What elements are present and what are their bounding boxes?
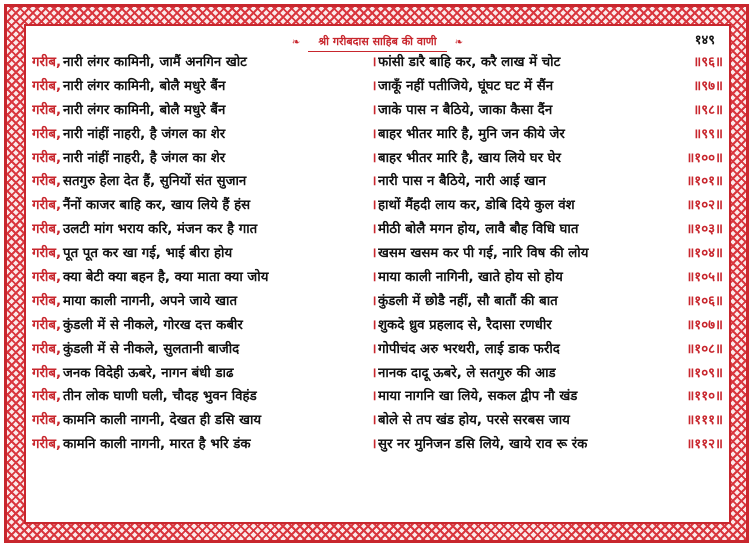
verse-prefix: गरीब, <box>32 413 62 429</box>
verse-separator: । <box>371 102 377 118</box>
verse-number: ॥१०५॥ <box>686 270 723 286</box>
verse-number: ॥१०८॥ <box>686 341 723 357</box>
verse-first-half <box>32 242 370 266</box>
verse-second-half: सुर नर मुनिजन डसि लिये, खाये राव रू रंक <box>378 437 588 453</box>
verse-prefix: गरीब, <box>32 389 62 405</box>
verse-first-text: उलटी मांग भराय करि, मंजन कर है गात <box>63 222 258 238</box>
verse-row <box>32 362 723 386</box>
verse-prefix: गरीब, <box>32 437 62 453</box>
verse-number: ॥१०९॥ <box>686 365 723 381</box>
ornament-left-icon: ❧ <box>291 37 301 48</box>
verse-first-half <box>32 218 370 242</box>
verse-prefix: गरीब, <box>32 317 62 333</box>
verse-separator: । <box>371 174 377 190</box>
verse-second-half: खसम खसम कर पी गई, नारि विष की लोय <box>378 246 589 262</box>
verse-second-half: जाकूँ नहीं पतीजिये, घूंघट घट में सैंन <box>378 78 554 94</box>
verse-first-half <box>32 99 370 123</box>
verse-first-half <box>32 290 370 314</box>
verse-first-text: पूत पूत कर खा गई, भाई बीरा होय <box>63 246 233 262</box>
verse-prefix: गरीब, <box>32 102 62 118</box>
verse-first-text: माया काली नागनी, अपने जाये खात <box>63 293 238 309</box>
verse-first-half <box>32 314 370 338</box>
verse-prefix: गरीब, <box>32 222 62 238</box>
verse-second-half: नारी पास न बैठिये, नारी आई खान <box>378 174 546 190</box>
verse-first-text: कुंडली में से नीकले, सुलतानी बाजीद <box>63 341 240 357</box>
page-title: श्री गरीबदास साहिब की वाणी <box>308 33 446 52</box>
verse-number: ॥१०१॥ <box>686 174 723 190</box>
verse-row <box>32 218 723 242</box>
verse-separator: । <box>371 150 377 166</box>
verse-first-half <box>32 75 370 99</box>
verse-row <box>32 170 723 194</box>
verse-prefix: गरीब, <box>32 293 62 309</box>
verse-prefix: गरीब, <box>32 55 62 70</box>
verse-second-half: कुंडली में छोडै नहीं, सौ बातौं की बात <box>378 293 558 309</box>
verse-first-text: कामनि काली नागनी, मारत है भरि डंक <box>63 437 251 453</box>
verse-first-text: नारी नांहीं नाहरी, है जंगल का शेर <box>63 126 226 142</box>
verse-number: ॥९६॥ <box>693 55 723 70</box>
verse-separator: । <box>371 198 377 214</box>
verse-second-half: माया काली नागिनी, खाते होय सो होय <box>378 270 563 286</box>
verse-row <box>32 314 723 338</box>
verse-first-half <box>32 362 370 386</box>
verse-first-text: कुंडली में से नीकले, गोरख दत्त कबीर <box>63 317 243 333</box>
page-number: १४९ <box>694 33 715 48</box>
verse-first-text: सतगुरु हेला देत हैं, सुनियों संत सुजान <box>63 174 247 190</box>
verse-second-half: हाथों मैंहदी लाय कर, डोबि दिये कुल वंश <box>378 198 575 214</box>
page-header <box>26 30 729 52</box>
verse-number: ॥११२॥ <box>686 437 723 453</box>
verse-prefix: गरीब, <box>32 150 62 166</box>
verse-second-half: जाके पास न बैठिये, जाका कैसा दैंन <box>378 102 553 118</box>
verse-row <box>32 385 723 409</box>
verse-row <box>32 433 723 457</box>
verse-number: ॥१०७॥ <box>686 317 723 333</box>
verse-list <box>32 51 723 457</box>
verse-prefix: गरीब, <box>32 246 62 262</box>
verse-first-text: नैंनों काजर बाहि कर, खाय लिये हैं हंस <box>63 198 251 214</box>
verse-prefix: गरीब, <box>32 365 62 381</box>
verse-row <box>32 338 723 362</box>
verse-first-text: क्या बेटी क्या बहन है, क्या माता क्या जोय <box>63 270 269 286</box>
verse-number: ॥९९॥ <box>693 126 723 142</box>
verse-prefix: गरीब, <box>32 341 62 357</box>
verse-separator: । <box>371 126 377 142</box>
verse-separator: । <box>371 78 377 94</box>
verse-first-half <box>32 385 370 409</box>
verse-first-half <box>32 266 370 290</box>
verse-row <box>32 266 723 290</box>
verse-row <box>32 290 723 314</box>
verse-first-text: तीन लोक घाणी घली, चौदह भुवन विहंड <box>63 389 257 405</box>
verse-first-half <box>32 170 370 194</box>
verse-prefix: गरीब, <box>32 198 62 214</box>
verse-number: ॥१०६॥ <box>686 293 723 309</box>
verse-row <box>32 51 723 75</box>
verse-row <box>32 147 723 171</box>
verse-separator: । <box>371 293 377 309</box>
verse-first-text: नारी लंगर कामिनी, बोलै मधुरे बैंन <box>63 102 226 118</box>
verse-second-half: फांसी डारै बाहि कर, करै लाख में चोट <box>378 55 561 70</box>
verse-first-half <box>32 147 370 171</box>
verse-separator: । <box>371 341 377 357</box>
verse-number: ॥१०३॥ <box>686 222 723 238</box>
verse-row <box>32 242 723 266</box>
verse-separator: । <box>371 389 377 405</box>
verse-separator: । <box>371 222 377 238</box>
verse-first-text: नारी लंगर कामिनी, बोलै मधुरे बैंन <box>63 78 226 94</box>
verse-number: ॥९८॥ <box>693 102 723 118</box>
verse-second-half: नानक दादू ऊबरे, ले सतगुरु की आड <box>378 365 556 381</box>
verse-separator: । <box>371 55 377 70</box>
verse-row <box>32 409 723 433</box>
page-body <box>24 24 731 524</box>
verse-second-half: बाहर भीतर मारि है, खाय लिये घर घेर <box>378 150 561 166</box>
verse-second-half: बाहर भीतर मारि है, मुनि जन कीये जेर <box>378 126 565 142</box>
verse-first-half <box>32 123 370 147</box>
verse-first-text: नारी नांहीं नाहरी, है जंगल का शेर <box>63 150 226 166</box>
verse-second-half: शुकदे ध्रुव प्रहलाद से, रैदासा रणधीर <box>378 317 552 333</box>
verse-number: ॥१०४॥ <box>686 246 723 262</box>
verse-second-half: बोले से तप खंड होय, परसे सरबस जाय <box>378 413 570 429</box>
verse-first-half <box>32 433 370 457</box>
verse-first-text: कामनि काली नागनी, देखत ही डसि खाय <box>63 413 262 429</box>
ornament-right-icon: ❧ <box>454 37 464 48</box>
verse-number: ॥९७॥ <box>693 78 723 94</box>
verse-second-half: माया नागनि खा लिये, सकल द्वीप नौ खंड <box>378 389 578 405</box>
verse-number: ॥११०॥ <box>686 389 723 405</box>
verse-separator: । <box>371 413 377 429</box>
verse-prefix: गरीब, <box>32 174 62 190</box>
verse-row <box>32 99 723 123</box>
verse-first-half <box>32 409 370 433</box>
verse-number: ॥१११॥ <box>686 413 723 429</box>
verse-row <box>32 123 723 147</box>
verse-row <box>32 194 723 218</box>
verse-second-half: मीठी बोलै मगन होय, लावै बौह विधि घात <box>378 222 579 238</box>
verse-first-text: जनक विदेही ऊबरे, नागन बंधी डाढ <box>63 365 234 381</box>
verse-separator: । <box>371 270 377 286</box>
verse-number: ॥१००॥ <box>686 150 723 166</box>
verse-first-text: नारी लंगर कामिनी, जामैं अनगिन खोट <box>63 55 247 70</box>
verse-separator: । <box>371 246 377 262</box>
verse-row <box>32 75 723 99</box>
verse-prefix: गरीब, <box>32 78 62 94</box>
verse-prefix: गरीब, <box>32 270 62 286</box>
verse-prefix: गरीब, <box>32 126 62 142</box>
verse-first-half <box>32 194 370 218</box>
verse-separator: । <box>371 317 377 333</box>
verse-separator: । <box>371 365 377 381</box>
verse-first-half <box>32 51 370 75</box>
verse-separator: । <box>371 437 377 453</box>
verse-second-half: गोपीचंद अरु भरथरी, लाई डाक फरीद <box>378 341 560 357</box>
verse-number: ॥१०२॥ <box>686 198 723 214</box>
verse-first-half <box>32 338 370 362</box>
